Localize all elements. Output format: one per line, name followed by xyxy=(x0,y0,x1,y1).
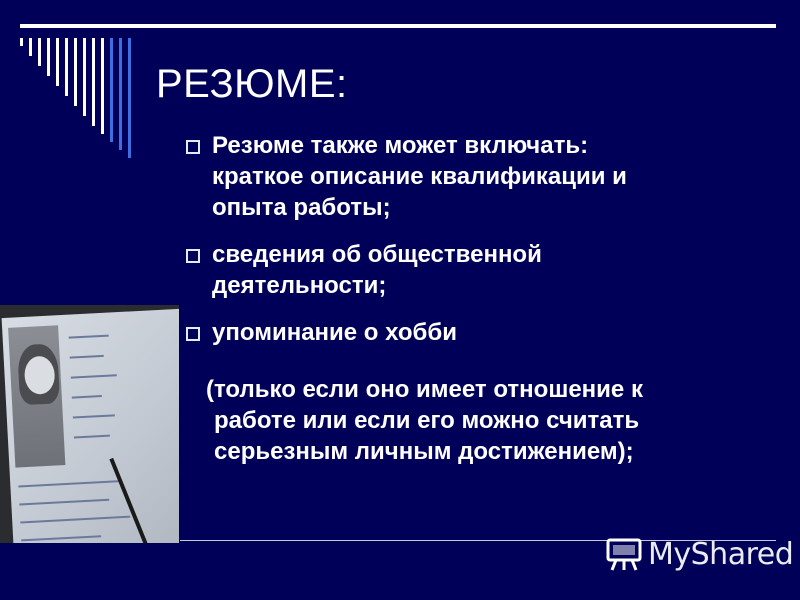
hollow-square-bullet-icon xyxy=(186,327,200,341)
watermark-text: MyShared xyxy=(648,536,794,572)
continuation-line: работе или если его можно считать xyxy=(214,407,640,434)
bullet-item xyxy=(186,239,782,301)
slide-title: РЕЗЮМЕ: xyxy=(156,62,348,106)
bullet-text-line: опыта работы; xyxy=(212,194,391,221)
bullet-text-line: краткое описание квалификации и xyxy=(212,163,627,190)
continuation-line: (только если оно имеет отношение к xyxy=(206,376,643,403)
resume-photo-image xyxy=(0,305,179,543)
hollow-square-bullet-icon xyxy=(186,140,200,154)
decorative-stripes xyxy=(20,38,135,163)
top-divider-line xyxy=(20,24,776,28)
bullet-list xyxy=(186,130,782,364)
bullet-item xyxy=(186,317,782,348)
bullet-text-line: Резюме также может включать: xyxy=(212,132,589,159)
bullet-text-line: сведения об общественной xyxy=(212,241,542,268)
hollow-square-bullet-icon xyxy=(186,249,200,263)
portrait-photo xyxy=(8,325,65,467)
continuation-line: серьезным личным достижением); xyxy=(214,438,634,465)
myshared-logo-icon xyxy=(606,536,644,572)
bullet-continuation xyxy=(206,374,796,467)
watermark xyxy=(606,536,793,572)
bullet-text-line: деятельности; xyxy=(212,272,387,299)
bullet-text-line: упоминание о хобби xyxy=(212,319,457,346)
resume-paper xyxy=(2,308,179,543)
bullet-item xyxy=(186,130,782,223)
